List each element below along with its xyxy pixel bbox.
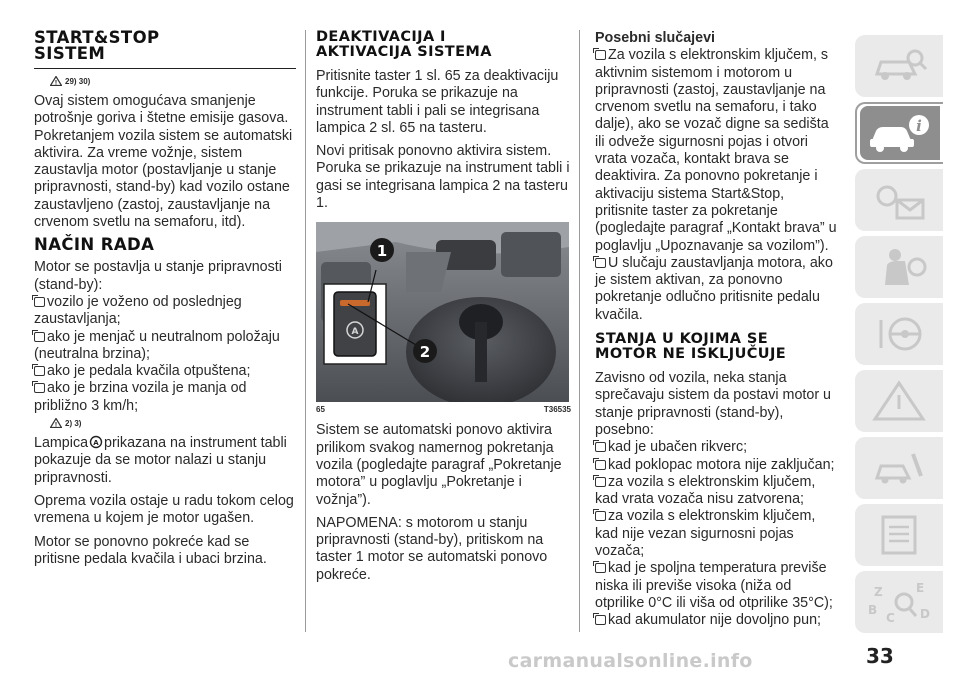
chapter-tabs <box>855 35 943 638</box>
warning-triangle-tools-icon <box>869 379 929 423</box>
restart-paragraph: Motor se ponovno pokreće kad se pritisne pedala kvačila i ubaci brzina. <box>34 533 267 567</box>
car-info-icon <box>867 113 933 153</box>
svg-text:!: ! <box>54 421 58 429</box>
deactivation-paragraph: Pritisnite taster 1 sl. 65 za deaktivaciju funkcije. Poruka se prikazuje na instrument tabli i pali se integrisana lampica 2 sl. 65 na tasteru. <box>316 68 559 136</box>
svg-text:A: A <box>351 327 359 338</box>
bullet-icon <box>595 615 606 625</box>
section-title-deactivation: DEAKTIVACIJA I AKTIVACIJA SISTEMA <box>316 29 492 60</box>
data-sheet-icon <box>869 513 929 557</box>
bullet-icon <box>595 511 606 521</box>
page-number: 33 <box>866 644 894 668</box>
tab-lights-messages[interactable] <box>855 169 943 231</box>
column-divider <box>305 30 306 632</box>
svg-text:B: B <box>868 603 878 617</box>
column-1 <box>34 30 296 574</box>
bullet-icon <box>595 50 606 60</box>
column-divider <box>579 30 580 632</box>
bullet-icon <box>595 477 606 487</box>
bullet-icon <box>34 297 45 307</box>
alphabetical-index-icon <box>864 578 934 626</box>
tab-vehicle-overview[interactable] <box>855 35 943 97</box>
figure-number: 65 <box>316 405 325 415</box>
car-magnifier-icon <box>869 46 929 86</box>
figure-code: T36535 <box>543 405 571 415</box>
note-paragraph: NAPOMENA: s motorom u stanju pripravnosti (stand-by), pritiskom na taster 1 motor se automatski ponovo pokreće. <box>316 514 548 583</box>
warning-triangle-icon <box>50 76 62 86</box>
warning-reference: ! 29) 30) <box>50 75 296 89</box>
list-item: za vozila s elektronskim ključem, kad vrata vozača nisu zatvorena; <box>595 473 816 508</box>
tab-getting-to-know-vehicle[interactable] <box>855 102 943 164</box>
section-title-start-stop: START&STOP SISTEM <box>34 28 160 63</box>
dashboard-photo-illustration <box>316 222 569 402</box>
bullet-icon <box>34 332 45 342</box>
svg-text:C: C <box>886 611 895 625</box>
list-item: ako je pedala kvačila otpuštena; <box>34 363 296 380</box>
bullet-icon <box>595 258 606 268</box>
list-item: ako je brzina vozila je manja od približno 3 km/h; <box>34 380 247 414</box>
tab-starting-driving[interactable] <box>855 303 943 365</box>
conditions-intro: Zavisno od vozila, neka stanja sprečavaju sistem da postavi motor u stanje pripravnosti (stand-by), posebno: <box>595 370 832 438</box>
figure-callout-2: 2 <box>419 343 431 362</box>
section-divider <box>34 68 296 69</box>
list-item: U slučaju zaustavljanja motora, ako je sistem aktivan, za ponovno pokretanje odlučno pritisnite pedalu kvačila. <box>595 254 833 323</box>
tab-index[interactable] <box>855 571 943 633</box>
svg-text:A: A <box>93 439 99 448</box>
warning-reference: ! 2) 3) <box>50 417 296 431</box>
start-stop-lamp-icon <box>88 435 104 449</box>
heading-special-cases: Posebni slučajevi <box>595 30 715 46</box>
tab-maintenance[interactable] <box>855 437 943 499</box>
bullet-icon <box>595 442 606 452</box>
steering-wheel-icon <box>869 312 929 356</box>
list-item: za vozila s elektronskim ključem, kad nije vezan sigurnosni pojas vozača; <box>595 508 816 560</box>
bullet-icon <box>34 366 45 376</box>
figure-start-stop-button <box>316 222 569 402</box>
intro-paragraph: Ovaj sistem omogućava smanjenje potrošnje goriva i štetne emisije gasova. Pokretanjem vozila sistem se automatski aktivira. Za vreme vožnje, sistem zaustavlja motor (postavljanje u stanje pripravnosti, stand-by) kad vozilo ostane zaustavljeno (zastoj, zaustavljanje na crvenom svetlu na semaforu, itd). <box>34 93 293 231</box>
svg-text:E: E <box>916 581 925 595</box>
lamp-paragraph: Lampica A prikazana na instrument tabli pokazuje da se motor nalazi u stanju pripravnosti. <box>34 435 287 486</box>
column-2 <box>316 30 571 590</box>
svg-text:!: ! <box>54 79 58 86</box>
figure-caption <box>316 405 571 414</box>
car-wrench-icon <box>869 446 929 490</box>
figure-callout-1: 1 <box>376 242 388 261</box>
warning-lights-icon <box>869 178 929 222</box>
bullet-icon <box>34 383 45 393</box>
tab-technical-data[interactable] <box>855 504 943 566</box>
seatbelt-airbag-icon <box>869 245 929 289</box>
watermark: carmanualsonline.info <box>508 650 753 672</box>
bullet-icon <box>595 460 606 470</box>
list-item: kad je spoljna temperatura previše niska ili previše visoka (niža od otprilike 0°C ili viša od otprilike 35°C); <box>595 560 833 611</box>
heading-nacin-rada: NAČIN RADA <box>34 235 155 255</box>
column-3 <box>595 30 840 630</box>
list-item: kad akumulator nije dovoljno pun; <box>595 612 840 629</box>
list-item: kad je ubačen rikverc; <box>595 439 840 456</box>
mode-paragraph: Motor se postavlja u stanje pripravnosti (stand-by): <box>34 259 282 293</box>
bullet-icon <box>595 563 606 573</box>
section-title-engine-not-off: STANJA U KOJIMA SE MOTOR NE ISKLJUČUJE <box>595 331 787 363</box>
reactivation-paragraph: Novi pritisak ponovno aktivira sistem. Poruka se prikazuje na instrument tabli i gasi se integrisana lampica 2 na tasteru 1. <box>316 143 570 212</box>
equipment-paragraph: Oprema vozila ostaje u radu tokom celog vremena u kojem je motor ugašen. <box>34 492 294 527</box>
warning-triangle-icon <box>50 418 62 428</box>
tab-emergency[interactable] <box>855 370 943 432</box>
svg-text:Z: Z <box>874 585 883 599</box>
svg-text:D: D <box>920 607 930 621</box>
tab-safety[interactable] <box>855 236 943 298</box>
list-item: kad poklopac motora nije zaključan; <box>595 457 840 474</box>
list-item: ako je menjač u neutralnom položaju (neutralna brzina); <box>34 328 280 362</box>
auto-reactivation-paragraph: Sistem se automatski ponovo aktivira prilikom svakog namernog pokretanja vozila (pogledajte paragraf „Pokretanje motora” u poglavlju „Pokretanje i vožnja”). <box>316 422 562 508</box>
svg-text:i: i <box>916 117 922 135</box>
list-item: vozilo je voženo od poslednjeg zaustavljanja; <box>34 293 242 328</box>
list-item: Za vozila s elektronskim ključem, s aktivnim sistemom i motorom u pripravnosti (zastoj, zaustavljanje na crvenom svetlu na semaforu, i tako dalje), ako se vozač digne sa sedišta ili odveže sigurnosni pojas i otvori vrata vozača, kontakt brava se deaktivira. Za ponovno pokretanje i aktivaciju sistema Start&Stop, pritisnite taster za pokretanje (pogledajte paragraf „Kontakt brava” u poglavlju „Upoznavanje sa vozilom”). <box>595 47 837 254</box>
